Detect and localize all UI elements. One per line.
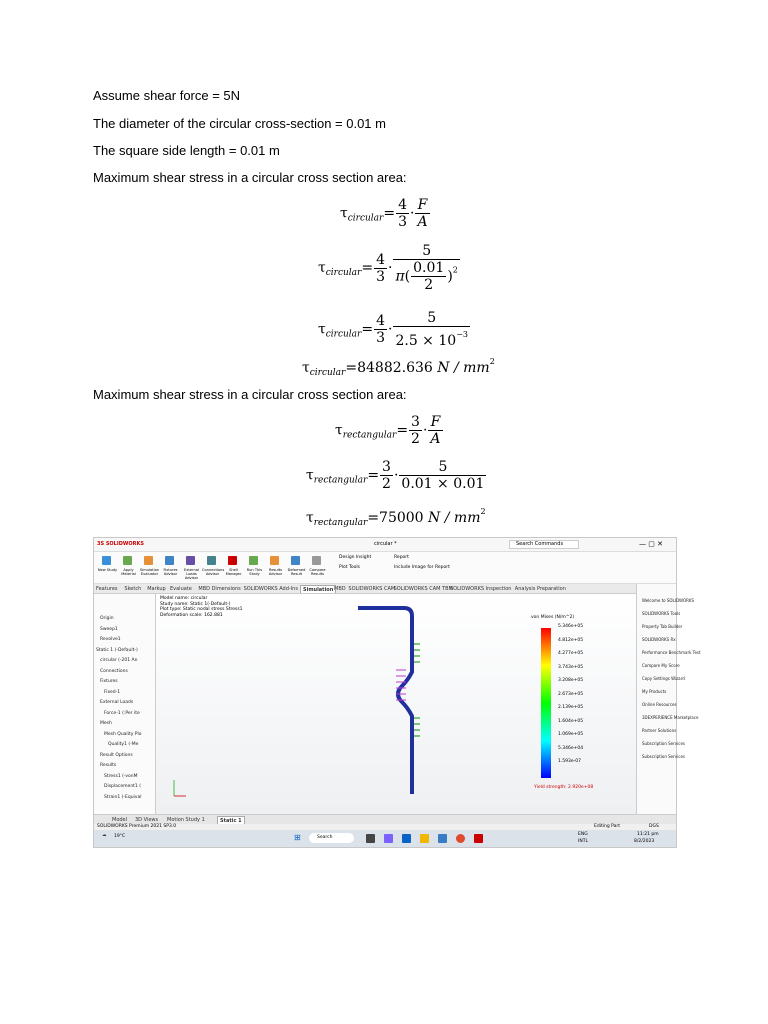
- status-mode: Editing Part: [594, 824, 620, 829]
- unit: N / mm: [428, 510, 481, 526]
- fraction: [393, 310, 470, 349]
- denominator: 0.01 × 0.01: [401, 476, 485, 492]
- ribbon-icon[interactable]: [207, 556, 216, 565]
- tab-solidworks-add-ins[interactable]: SOLIDWORKS Add-Ins: [243, 586, 298, 592]
- graphics-area: [156, 594, 636, 814]
- coordinate-triad: [174, 780, 186, 796]
- equation-circular-substituted: [318, 243, 461, 293]
- ribbon-icon[interactable]: [312, 556, 321, 565]
- bottom-tab[interactable]: Model: [112, 817, 128, 823]
- tab-solidworks-inspection[interactable]: SOLIDWORKS Inspection: [450, 586, 512, 592]
- tab-solidworks-cam[interactable]: SOLIDWORKS CAM: [348, 586, 396, 592]
- numerator: 5: [399, 459, 486, 476]
- fraction: [415, 197, 429, 230]
- tau-symbol: τ: [306, 510, 314, 526]
- legend-value: 1.069e+05: [558, 732, 584, 737]
- plot-tools-button[interactable]: Plot Tools: [339, 565, 360, 570]
- tau-symbol: τ: [335, 422, 343, 439]
- dot: ·: [388, 321, 393, 338]
- bottom-tabs: [94, 814, 676, 824]
- equation-circular-formula: [340, 197, 431, 230]
- bottom-tab[interactable]: Motion Study 1: [167, 817, 205, 823]
- denominator: 2: [382, 476, 391, 492]
- beam-shape: [358, 608, 412, 794]
- fraction: [374, 313, 387, 346]
- equals: =: [396, 422, 409, 439]
- title-bar: [94, 538, 676, 552]
- equals: =: [345, 360, 358, 376]
- command-ribbon: [94, 552, 676, 584]
- store-icon[interactable]: [438, 834, 447, 843]
- task-pane-item[interactable]: Partner Solutions: [642, 728, 677, 733]
- paren: (: [404, 268, 411, 285]
- tree-item[interactable]: Revolve1: [100, 637, 121, 642]
- dot: ·: [393, 467, 399, 484]
- task-pane-item[interactable]: SOLIDWORKS Tools: [642, 611, 681, 616]
- ribbon-button[interactable]: New Study: [97, 568, 118, 572]
- fraction: [380, 459, 393, 492]
- tree-item[interactable]: Origin: [100, 616, 114, 621]
- numerator: 3: [411, 414, 420, 430]
- tau-symbol: τ: [318, 321, 326, 338]
- equals: =: [361, 321, 374, 338]
- subscript: circular: [309, 368, 346, 378]
- tab-evaluate[interactable]: Evaluate: [170, 586, 192, 592]
- legend-value: 4.812e+05: [558, 637, 584, 643]
- ribbon-icon[interactable]: [102, 556, 111, 565]
- ribbon-icon[interactable]: [270, 556, 279, 565]
- tau-symbol: τ: [340, 205, 348, 222]
- legend-value: 5.346e+05: [558, 624, 584, 629]
- ribbon-icon[interactable]: [291, 556, 300, 565]
- ribbon-button[interactable]: Run This Study: [246, 568, 263, 576]
- ribbon-button[interactable]: Simulation Evaluator: [139, 568, 160, 576]
- legend-value: 3.208e+05: [558, 678, 584, 683]
- task-pane-item[interactable]: Subscription Services: [642, 754, 685, 759]
- tau-symbol: τ: [302, 360, 310, 376]
- fraction: [374, 252, 387, 285]
- model-info-line: Plot type: Static nodal stress Stress1: [160, 607, 243, 612]
- tree-item[interactable]: Fixtures: [100, 679, 118, 684]
- tau-symbol: τ: [318, 260, 326, 276]
- tree-item[interactable]: Strain1 (-Equival: [104, 794, 142, 800]
- tree-item[interactable]: Stress1 (-vonM: [104, 773, 138, 779]
- status-version: SOLIDWORKS Premium 2021 SP3.0: [97, 824, 177, 829]
- model-info-line: Deformation scale: 162.881: [160, 612, 223, 618]
- fixture-markers: [414, 644, 420, 736]
- equals: =: [367, 467, 380, 484]
- unit: N / mm: [437, 360, 490, 376]
- task-pane-item[interactable]: 3DEXPERIENCE Marketplace: [642, 715, 699, 720]
- task-pane-item[interactable]: SOLIDWORKS Rx: [642, 637, 676, 642]
- tree-item[interactable]: External Loads: [100, 700, 134, 705]
- subscript: circular: [347, 213, 384, 224]
- subscript: rectangular: [313, 475, 368, 486]
- tree-item[interactable]: Mesh Quality Plo: [104, 731, 142, 737]
- ribbon-button[interactable]: Apply Material: [121, 568, 136, 576]
- equation-rectangular-substituted: [306, 459, 487, 492]
- status-units[interactable]: DGS: [649, 824, 659, 829]
- tau-symbol: τ: [306, 467, 314, 484]
- ribbon-button[interactable]: Shell Manager: [225, 568, 242, 576]
- paren: ): [447, 268, 453, 285]
- tab-analysis-preparation[interactable]: Analysis Preparation: [514, 586, 566, 592]
- subscript: rectangular: [313, 518, 368, 528]
- numerator: 4: [376, 251, 386, 268]
- pi-symbol: π: [395, 268, 405, 285]
- legend-value: 4.277e+05: [558, 651, 584, 656]
- bottom-tab[interactable]: 3D Views: [135, 817, 159, 823]
- area-value: 2.5 × 10: [395, 333, 457, 349]
- denominator: [393, 327, 470, 349]
- denominator: [393, 260, 459, 293]
- edge-icon[interactable]: [402, 834, 411, 843]
- tree-item[interactable]: Static 1 (-Default-): [96, 647, 138, 653]
- tree-item[interactable]: Mesh: [100, 721, 112, 726]
- fraction: [396, 197, 409, 230]
- chrome-icon[interactable]: [456, 834, 465, 843]
- assumption-force: Assume shear force = 5N: [93, 88, 241, 103]
- task-pane: [636, 584, 701, 814]
- include-image-button[interactable]: Include Image for Report: [394, 565, 450, 570]
- numerator: 3: [382, 459, 391, 475]
- numerator: 0.01: [413, 260, 445, 276]
- ribbon-button[interactable]: Fixtures Advisor: [163, 568, 178, 576]
- tree-item[interactable]: Force-1 (:Per ite: [104, 710, 140, 716]
- task-pane-item[interactable]: Copy Settings Wizard: [642, 676, 685, 681]
- numerator: 4: [376, 313, 386, 329]
- assumption-diameter: The diameter of the circular cross-section = 0.01 m: [93, 116, 386, 131]
- result-value: 84882.636: [357, 360, 433, 376]
- equals: =: [361, 260, 374, 276]
- file-explorer-icon[interactable]: [420, 834, 429, 843]
- solidworks-logo: 3S SOLIDWORKS: [97, 541, 144, 547]
- ribbon-icon[interactable]: [144, 556, 153, 565]
- task-pane-item[interactable]: Performance Benchmark Test: [642, 650, 701, 655]
- equation-rectangular-result: [306, 507, 486, 528]
- numerator: 5: [393, 310, 470, 327]
- task-view-icon[interactable]: [366, 834, 375, 843]
- result-value: 75000: [379, 510, 424, 526]
- ribbon-button[interactable]: Connections Advisor: [202, 568, 225, 576]
- assumption-square: The square side length = 0.01 m: [93, 143, 280, 158]
- tab-simulation[interactable]: Simulation: [300, 585, 336, 593]
- tab-mbd-dimensions[interactable]: MBD Dimensions: [198, 586, 241, 592]
- equals: =: [383, 205, 396, 222]
- fraction: [411, 260, 446, 293]
- weather-temp: 19°C: [114, 834, 126, 839]
- fraction: [393, 243, 459, 293]
- tab-sketch[interactable]: Sketch: [124, 586, 142, 592]
- legend-value: 3.743e+05: [558, 664, 584, 670]
- tree-item[interactable]: Fixed-1: [104, 689, 121, 695]
- search-commands[interactable]: Search Commands: [509, 540, 579, 549]
- region[interactable]: INTL: [578, 839, 588, 844]
- tree-item[interactable]: Connections: [100, 668, 128, 674]
- ribbon-button[interactable]: Compare Results: [309, 568, 326, 576]
- fraction: [399, 459, 486, 492]
- weather-icon: ☁: [102, 833, 107, 838]
- legend-colorbar: [541, 628, 551, 778]
- windows-start-icon[interactable]: ⊞: [294, 833, 301, 842]
- tab-solidworks-cam-tbm[interactable]: SOLIDWORKS CAM TBM: [393, 586, 453, 592]
- denominator: 3: [376, 330, 386, 346]
- fraction: [428, 414, 442, 447]
- task-pane-item[interactable]: My Products: [642, 689, 667, 694]
- report-button[interactable]: Report: [394, 555, 409, 560]
- task-pane-item[interactable]: Online Resources: [642, 702, 677, 707]
- ribbon-icon[interactable]: [249, 556, 258, 565]
- equation-circular-result: [302, 357, 495, 378]
- denominator: 3: [398, 214, 408, 230]
- ribbon-icon[interactable]: [123, 556, 132, 565]
- ribbon-icon[interactable]: [165, 556, 174, 565]
- dot: ·: [388, 260, 393, 276]
- task-pane-item[interactable]: Welcome to SOLIDWORKS: [642, 598, 695, 603]
- clock-date[interactable]: 8/2/2023: [634, 839, 655, 844]
- teams-icon[interactable]: [384, 834, 393, 843]
- numerator: 5: [393, 243, 459, 260]
- ribbon-button[interactable]: External Loads Advisor: [184, 568, 199, 580]
- windows-taskbar: [94, 830, 676, 847]
- subscript: rectangular: [342, 430, 397, 441]
- exponent: −3: [456, 330, 468, 339]
- tree-item[interactable]: circular (-201 An: [100, 658, 138, 663]
- equals: =: [367, 510, 380, 526]
- numerator: F: [415, 197, 429, 214]
- fraction: [409, 414, 422, 447]
- numerator: F: [428, 414, 442, 431]
- window-controls[interactable]: — ▢ ✕: [639, 540, 663, 548]
- legend-value: 1.593e-07: [558, 759, 582, 764]
- legend-value: 1.604e+05: [558, 718, 584, 724]
- bottom-tab[interactable]: Static 1: [217, 816, 245, 824]
- denominator: 2: [411, 431, 420, 447]
- app-title: circular *: [374, 541, 397, 547]
- heading-circular: Maximum shear stress in a circular cross section area:: [93, 170, 407, 185]
- denominator: 3: [376, 268, 386, 285]
- ribbon-icon[interactable]: [228, 556, 237, 565]
- feature-tree: [94, 594, 156, 814]
- model-info-line: Model name: circular: [160, 596, 208, 601]
- denominator: A: [430, 431, 441, 447]
- legend-value: 5.346e+04: [558, 745, 584, 751]
- tab-features[interactable]: Features: [96, 586, 118, 592]
- solidworks-icon[interactable]: [474, 834, 483, 843]
- ribbon-button[interactable]: Deformed Result: [287, 568, 306, 576]
- tree-item[interactable]: Result Options: [100, 752, 133, 758]
- tree-item[interactable]: Sweep1: [100, 626, 118, 632]
- exponent: 2: [480, 507, 486, 516]
- yield-strength: Yield strength: 2.920e+08: [534, 785, 594, 790]
- exponent: 2: [489, 357, 495, 366]
- taskbar-search[interactable]: Search: [309, 833, 354, 843]
- ribbon-icon[interactable]: [186, 556, 195, 565]
- numerator: 4: [398, 197, 408, 213]
- tree-item[interactable]: Displacement1 (: [104, 784, 141, 789]
- legend-title: von Mises (N/m^2): [531, 615, 575, 620]
- command-tabs: [94, 584, 676, 594]
- task-pane-item[interactable]: Subscription Services: [642, 741, 685, 746]
- ribbon-button[interactable]: Results Advisor: [268, 568, 283, 576]
- task-pane-item[interactable]: Compare My Score: [642, 663, 680, 668]
- language[interactable]: ENG: [578, 832, 588, 837]
- tree-item[interactable]: Quality1 (-Me: [108, 742, 139, 747]
- dot: ·: [410, 205, 415, 222]
- exponent: 2: [452, 265, 458, 275]
- design-insight-button[interactable]: Design Insight: [339, 555, 372, 560]
- denominator: A: [417, 214, 428, 230]
- dot: ·: [422, 422, 428, 439]
- legend-value: 2.139e+05: [558, 705, 584, 710]
- tab-mbd[interactable]: MBD: [334, 586, 346, 592]
- denominator: 2: [424, 277, 434, 293]
- subscript: circular: [325, 329, 362, 340]
- tree-item[interactable]: Results: [100, 763, 117, 768]
- task-pane-item[interactable]: Property Tab Builder: [642, 624, 683, 629]
- equation-rectangular-formula: [335, 414, 444, 447]
- tab-markup[interactable]: Markup: [147, 586, 166, 592]
- solidworks-screenshot: [93, 537, 701, 848]
- equation-circular-area: [318, 310, 471, 349]
- heading-rectangular: Maximum shear stress in a circular cross section area:: [93, 387, 407, 402]
- model-info-line: Study name: Static 1(-Default-): [160, 601, 231, 607]
- clock-time[interactable]: 11:21 pm: [637, 832, 659, 837]
- subscript: circular: [325, 268, 362, 278]
- legend-value: 2.673e+05: [558, 691, 584, 697]
